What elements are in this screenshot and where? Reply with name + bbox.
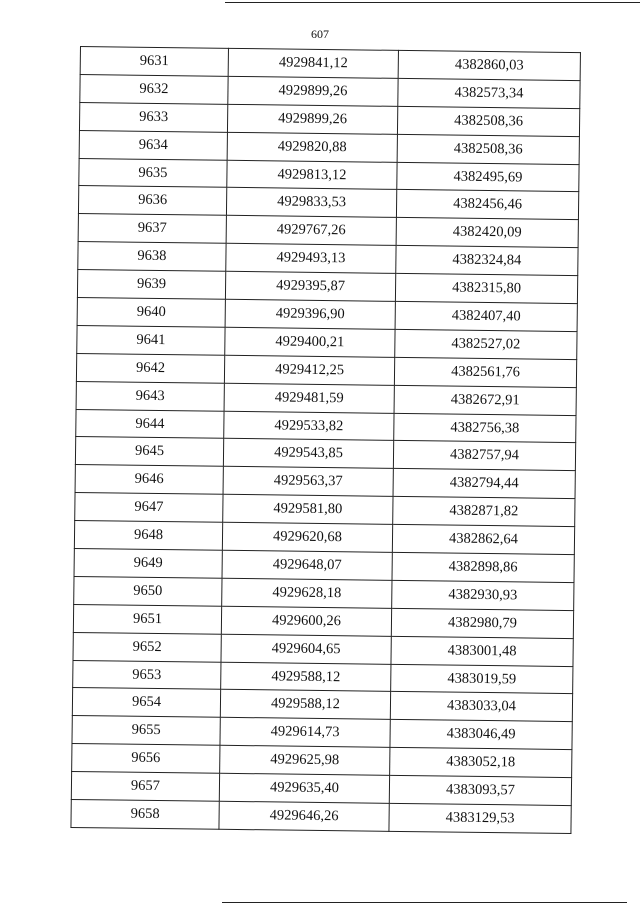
- y-coordinate-cell: 4382315,80: [395, 273, 577, 303]
- point-number-cell: 9636: [78, 186, 226, 216]
- point-number-cell: 9648: [74, 521, 222, 551]
- y-coordinate-cell: 4382561,76: [394, 357, 576, 387]
- point-number-cell: 9644: [76, 409, 224, 439]
- x-coordinate-cell: 4929412,25: [224, 355, 394, 385]
- point-number-cell: 9631: [80, 47, 228, 77]
- x-coordinate-cell: 4929833,53: [226, 188, 396, 218]
- x-coordinate-cell: 4929533,82: [224, 411, 394, 441]
- y-coordinate-cell: 4383129,53: [389, 803, 571, 833]
- x-coordinate-cell: 4929604,65: [221, 634, 391, 664]
- x-coordinate-cell: 4929841,12: [228, 48, 398, 78]
- y-coordinate-cell: 4382573,34: [398, 78, 580, 108]
- table-row: [71, 799, 571, 833]
- coordinates-table: [70, 46, 581, 834]
- point-number-cell: 9650: [74, 576, 222, 606]
- y-coordinate-cell: 4382860,03: [398, 50, 580, 80]
- point-number-cell: 9645: [75, 437, 223, 467]
- y-coordinate-cell: 4382980,79: [391, 608, 573, 638]
- point-number-cell: 9654: [72, 688, 220, 718]
- x-coordinate-cell: 4929588,12: [221, 662, 391, 692]
- point-number-cell: 9638: [78, 242, 226, 272]
- x-coordinate-cell: 4929648,07: [222, 550, 392, 580]
- x-coordinate-cell: 4929581,80: [223, 495, 393, 525]
- y-coordinate-cell: 4383001,48: [391, 636, 573, 666]
- y-coordinate-cell: 4382508,36: [397, 134, 579, 164]
- y-coordinate-cell: 4382324,84: [396, 246, 578, 276]
- point-number-cell: 9635: [79, 158, 227, 188]
- point-number-cell: 9639: [77, 270, 225, 300]
- point-number-cell: 9634: [79, 130, 227, 160]
- y-coordinate-cell: 4382794,44: [393, 469, 575, 499]
- bottom-rule: [222, 902, 627, 903]
- y-coordinate-cell: 4382757,94: [393, 441, 575, 471]
- x-coordinate-cell: 4929899,26: [227, 104, 397, 134]
- point-number-cell: 9643: [76, 381, 224, 411]
- x-coordinate-cell: 4929625,98: [220, 746, 390, 776]
- x-coordinate-cell: 4929620,68: [222, 522, 392, 552]
- point-number-cell: 9647: [75, 493, 223, 523]
- point-number-cell: 9632: [80, 74, 228, 104]
- coordinates-table-body: [71, 47, 581, 834]
- x-coordinate-cell: 4929395,87: [225, 271, 395, 301]
- y-coordinate-cell: 4383093,57: [389, 775, 571, 805]
- y-coordinate-cell: 4382756,38: [394, 413, 576, 443]
- y-coordinate-cell: 4382495,69: [397, 162, 579, 192]
- x-coordinate-cell: 4929481,59: [224, 383, 394, 413]
- point-number-cell: 9657: [71, 772, 219, 802]
- x-coordinate-cell: 4929646,26: [219, 801, 389, 831]
- y-coordinate-cell: 4382407,40: [395, 301, 577, 331]
- x-coordinate-cell: 4929563,37: [223, 467, 393, 497]
- x-coordinate-cell: 4929820,88: [227, 132, 397, 162]
- x-coordinate-cell: 4929767,26: [226, 216, 396, 246]
- x-coordinate-cell: 4929628,18: [222, 578, 392, 608]
- y-coordinate-cell: 4383052,18: [390, 748, 572, 778]
- point-number-cell: 9655: [72, 716, 220, 746]
- x-coordinate-cell: 4929635,40: [219, 773, 389, 803]
- top-rule: [225, 2, 640, 3]
- y-coordinate-cell: 4382930,93: [392, 580, 574, 610]
- y-coordinate-cell: 4382508,36: [397, 106, 579, 136]
- point-number-cell: 9651: [73, 604, 221, 634]
- point-number-cell: 9640: [77, 298, 225, 328]
- y-coordinate-cell: 4382672,91: [394, 385, 576, 415]
- y-coordinate-cell: 4382871,82: [393, 497, 575, 527]
- point-number-cell: 9641: [77, 325, 225, 355]
- point-number-cell: 9658: [71, 799, 219, 829]
- x-coordinate-cell: 4929400,21: [225, 327, 395, 357]
- page-number: 607: [311, 27, 329, 41]
- x-coordinate-cell: 4929493,13: [226, 244, 396, 274]
- y-coordinate-cell: 4383033,04: [390, 692, 572, 722]
- x-coordinate-cell: 4929813,12: [227, 160, 397, 190]
- y-coordinate-cell: 4382527,02: [395, 329, 577, 359]
- y-coordinate-cell: 4382420,09: [396, 218, 578, 248]
- x-coordinate-cell: 4929543,85: [223, 439, 393, 469]
- point-number-cell: 9633: [79, 102, 227, 132]
- coordinates-table-container: [70, 46, 600, 834]
- y-coordinate-cell: 4383019,59: [391, 664, 573, 694]
- y-coordinate-cell: 4383046,49: [390, 720, 572, 750]
- y-coordinate-cell: 4382898,86: [392, 552, 574, 582]
- point-number-cell: 9649: [74, 548, 222, 578]
- point-number-cell: 9653: [73, 660, 221, 690]
- point-number-cell: 9646: [75, 465, 223, 495]
- x-coordinate-cell: 4929614,73: [220, 718, 390, 748]
- x-coordinate-cell: 4929588,12: [220, 690, 390, 720]
- x-coordinate-cell: 4929396,90: [225, 299, 395, 329]
- x-coordinate-cell: 4929899,26: [228, 76, 398, 106]
- point-number-cell: 9656: [72, 744, 220, 774]
- point-number-cell: 9652: [73, 632, 221, 662]
- x-coordinate-cell: 4929600,26: [221, 606, 391, 636]
- y-coordinate-cell: 4382862,64: [392, 524, 574, 554]
- y-coordinate-cell: 4382456,46: [396, 190, 578, 220]
- point-number-cell: 9642: [76, 353, 224, 383]
- point-number-cell: 9637: [78, 214, 226, 244]
